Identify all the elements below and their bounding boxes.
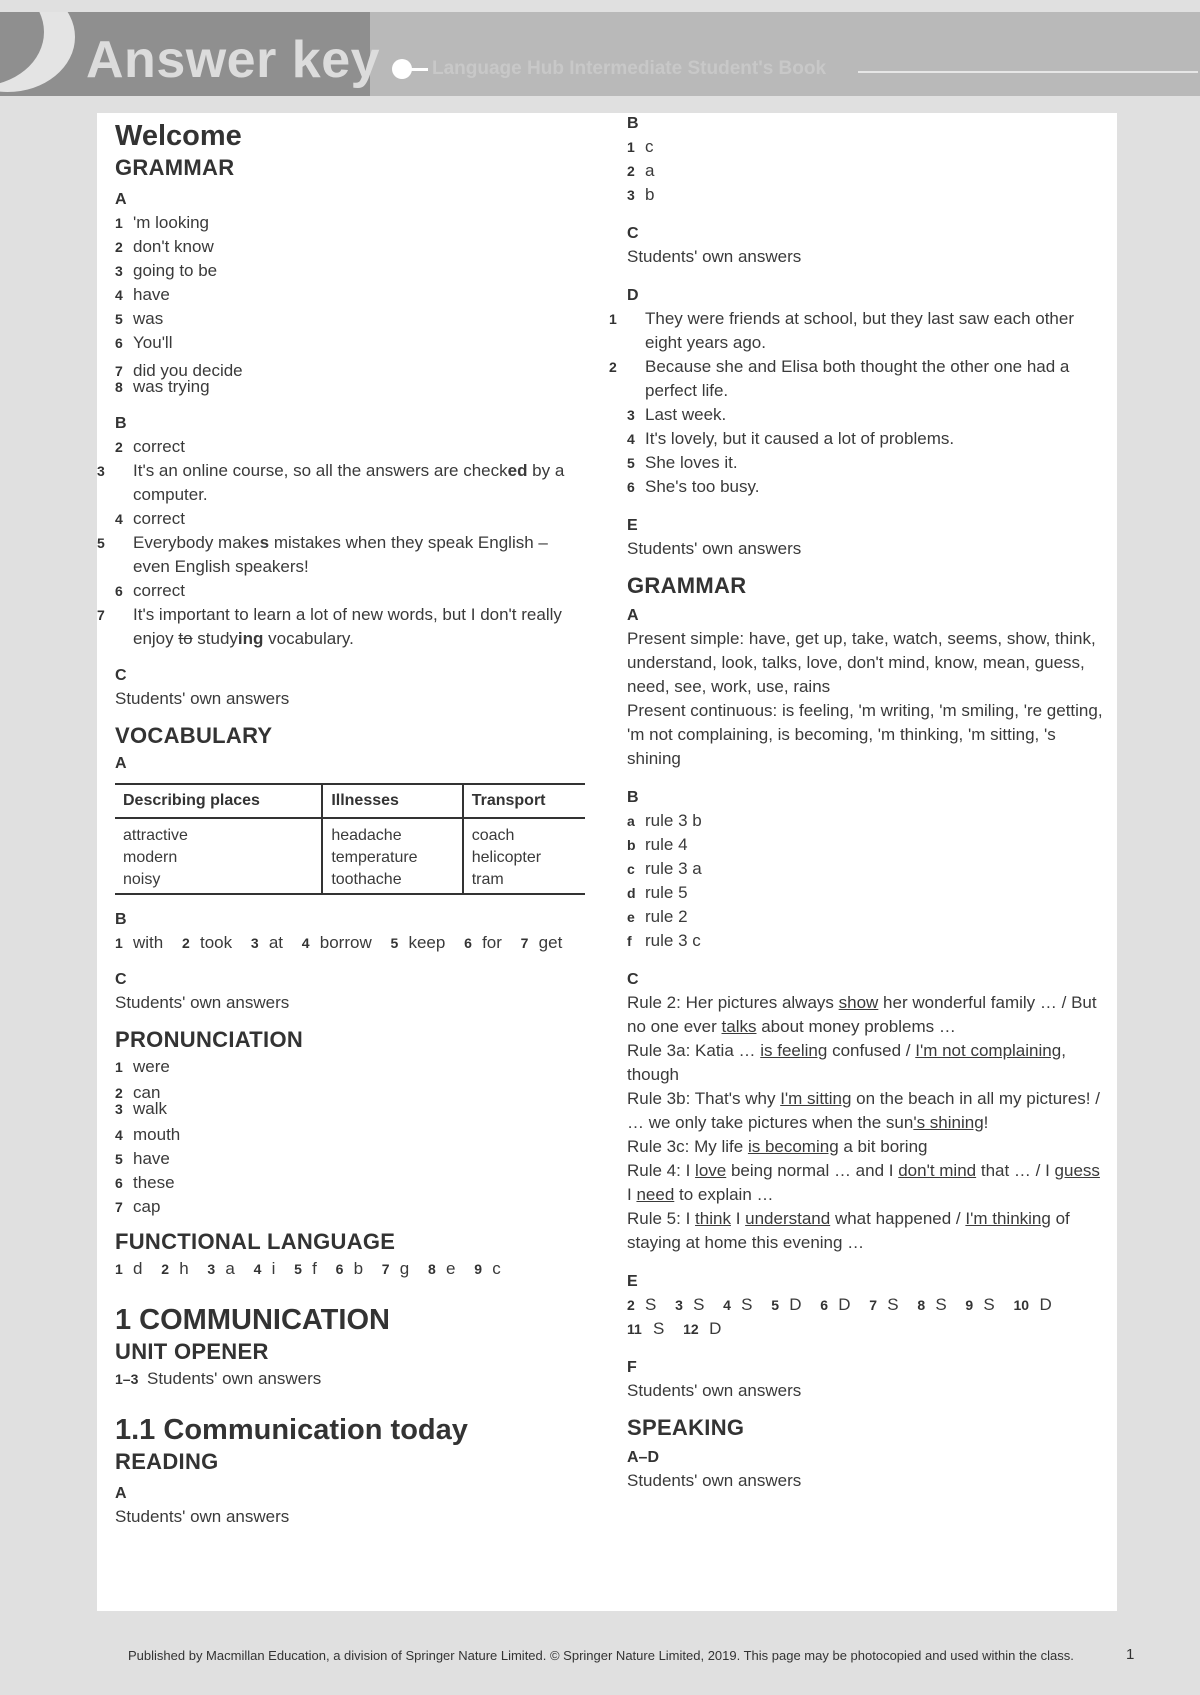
page-number: 1 [1126,1646,1135,1663]
exercise-label: C [115,971,127,988]
answer-item: 2 a [627,161,655,180]
heading-grammar: GRAMMAR [627,573,747,598]
exercise-label: A [627,607,639,624]
answer-item: 1 They were friends at school, but they last saw each other eight years ago. [609,309,1075,352]
inline-answers: 2 S 3 S 4 S 5 D 6 D 7 S 8 S 9 S 10 D [627,1295,1052,1314]
exercise-label: E [627,517,638,534]
left-column [97,113,585,1529]
unit-title: 1 COMMUNICATION [115,1304,390,1336]
right-column [609,113,1107,1493]
inline-answers: 1 d 2 h 3 a 4 i 5 f 6 b 7 g 8 e 9 c [115,1259,501,1278]
table-row: attractive headache coach [115,818,585,847]
table-header: Transport [463,784,585,818]
rule-3a-answer: Rule 3a: Katia … is feeling confused / I'm not complaining, though [627,1041,1066,1084]
exercise-label: D [627,287,639,304]
answer-item: 7 did you decide [115,361,243,380]
page-title: Answer key [86,31,381,89]
table-row: noisy toothache tram [115,869,585,894]
answer-item: 4 have [115,285,170,304]
answer-item: 4 correct [115,509,185,528]
exercise-label: B [627,789,639,806]
answer-item: 6 You'll [115,333,173,352]
vocabulary-table [115,783,585,895]
exercise-label: C [627,971,639,988]
exercise-label: E [627,1273,638,1290]
answer-item: f rule 3 c [627,931,701,950]
answer-item: b rule 4 [627,835,688,854]
footer-copyright: Published by Macmillan Education, a division of Springer Nature Limited. © Springer Nature Limited, 2019. This page may be photocopied and used within the class. [128,1648,1074,1663]
answer-item: 3 b [627,185,655,204]
answer-text: Students' own answers [627,247,802,266]
answer-text: Students' own answers [115,1507,290,1526]
answer-item: 5 Everybody makes mistakes when they speak English – even English speakers! [97,533,548,576]
answer-text: Students' own answers [627,1471,802,1490]
answer-text: Present continuous: is feeling, 'm writing, 'm smiling, 're getting, 'm not complaining, is becoming, 'm thinking, 'm sitting, 's shining [627,701,1103,768]
answer-item: 1–3 Students' own answers [115,1369,322,1388]
heading-unit-opener: UNIT OPENER [115,1339,269,1364]
answer-item: 2 can [115,1083,161,1102]
answer-item: 1 'm looking [115,213,210,232]
answer-item: d rule 5 [627,883,688,902]
answer-item: c rule 3 a [627,859,702,878]
table-header: Describing places [115,784,322,818]
exercise-label: C [115,667,127,684]
book-subtitle: Language Hub Intermediate Student's Book [432,58,827,79]
lesson-title: 1.1 Communication today [115,1414,468,1446]
answer-item: 4 mouth [115,1125,181,1144]
answer-item: 6 She's too busy. [627,477,760,496]
answer-item: 7 It's important to learn a lot of new words, but I don't really enjoy to studying vocabulary. [97,605,562,648]
answer-item: 6 these [115,1173,175,1192]
answer-text: Students' own answers [627,539,802,558]
content-panel [97,113,1117,1611]
answer-item: 3 going to be [115,261,218,280]
rule-3c-answer: Rule 3c: My life is becoming a bit boring [627,1137,928,1156]
answer-item: 7 cap [115,1197,161,1216]
exercise-label: F [627,1359,637,1376]
answer-item: 5 have [115,1149,170,1168]
exercise-label: B [115,911,127,928]
exercise-label: A [115,755,127,772]
rule-2-answer: Rule 2: Her pictures always show her wonderful family … / But no one ever talks about money problems … [627,993,1097,1036]
exercise-label: B [115,415,127,432]
heading-functional-language: FUNCTIONAL LANGUAGE [115,1229,396,1254]
answer-item: 6 correct [115,581,185,600]
answer-text: Students' own answers [627,1381,802,1400]
exercise-label: A [115,1485,127,1502]
section-title-welcome: Welcome [115,120,242,152]
rule-4-answer: Rule 4: I love being normal … and I don't mind that … / I guess I need to explain … [627,1161,1100,1204]
heading-reading: READING [115,1449,219,1474]
table-header: Illnesses [322,784,462,818]
exercise-label: B [627,115,639,132]
heading-pronunciation: PRONUNCIATION [115,1027,304,1052]
answer-item: a rule 3 b [627,811,702,830]
bullet-line [402,68,428,71]
header-banner [0,12,1200,96]
exercise-label: C [627,225,639,242]
table-row: modern temperature helicopter [115,847,585,869]
heading-vocabulary: VOCABULARY [115,723,273,748]
answer-item: 4 It's lovely, but it caused a lot of problems. [627,429,955,448]
answer-text: Present simple: have, get up, take, watch, seems, show, think, understand, look, talks, love, don't mind, know, mean, guess, need, see, work, use, rains [627,629,1096,696]
answer-text: Students' own answers [115,993,290,1012]
answer-item: 8 was trying [115,377,210,396]
answer-item: 3 It's an online course, so all the answers are checked by a computer. [97,461,565,504]
heading-speaking: SPEAKING [627,1415,745,1440]
inline-answers: 1 with 2 took 3 at 4 borrow 5 keep 6 for 7 get [115,933,563,952]
answer-item: 5 was [115,309,164,328]
heading-grammar: GRAMMAR [115,155,235,180]
answer-item: 1 c [627,137,654,156]
rule-3b-answer: Rule 3b: That's why I'm sitting on the beach in all my pictures! / … we only take pictures when the sun's shining! [627,1089,1100,1132]
header-divider [858,71,1198,73]
answer-item: 3 walk [115,1099,168,1118]
answer-item: 2 Because she and Elisa both thought the other one had a perfect life. [609,357,1070,400]
answer-item: 2 correct [115,437,185,456]
answer-item: e rule 2 [627,907,688,926]
answer-text: Students' own answers [115,689,290,708]
answer-item: 2 don't know [115,237,214,256]
answer-item: 1 were [115,1057,170,1076]
rule-5-answer: Rule 5: I think I understand what happened / I'm thinking of staying at home this evening … [627,1209,1070,1252]
answer-item: 3 Last week. [627,405,727,424]
inline-answers: 11 S 12 D [627,1319,722,1338]
answer-item: 5 She loves it. [627,453,738,472]
exercise-label: A [115,191,127,208]
exercise-label: A–D [627,1449,660,1466]
